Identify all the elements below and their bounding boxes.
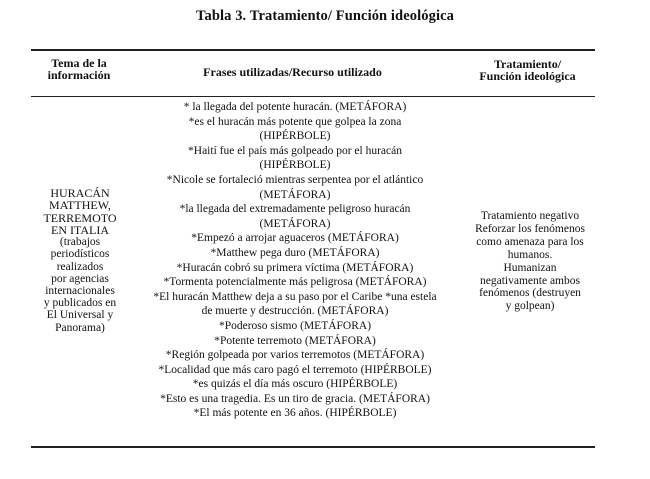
frase-line: *Poderoso sismo (METÁFORA) bbox=[218, 319, 372, 332]
tema-line: MATTHEW, bbox=[49, 198, 111, 213]
tema-detail-line: por agencias bbox=[51, 272, 109, 285]
frase-line: *Matthew pega duro (METÁFORA) bbox=[210, 246, 380, 259]
tema-line: EN ITALIA bbox=[50, 222, 110, 237]
frase-line: (METÁFORA) bbox=[259, 188, 331, 201]
frase-line: *Potente terremoto (METÁFORA) bbox=[214, 334, 376, 347]
header-frases: Frases utilizadas/Recurso utilizado bbox=[203, 65, 382, 79]
frase-line: *la llegada del extremadamente peligroso huracán bbox=[179, 203, 411, 216]
frase-line: *Haití fue el país más golpeado por el huracán bbox=[188, 144, 402, 157]
tratamiento-line: Tratamiento negativo bbox=[480, 210, 580, 222]
header-tema-line1: Tema de la bbox=[51, 56, 107, 70]
tema-detail-line: periodísticos bbox=[50, 248, 110, 261]
frase-line: (HIPÉRBOLE) bbox=[259, 130, 331, 143]
frase-line: *Región golpeada por varios terremotos (METÁFORA) bbox=[165, 349, 425, 362]
tema-line: HURACÁN bbox=[50, 186, 110, 200]
table-header-rule bbox=[31, 96, 595, 97]
tratamiento-line: Reforzar los fenómenos bbox=[475, 222, 585, 235]
tema-detail-line: (trabajos bbox=[59, 236, 101, 249]
frase-line: *El más potente en 36 años. (HIPÉRBOLE) bbox=[193, 407, 397, 420]
tema-detail-line: El Universal y bbox=[46, 309, 114, 322]
tratamiento-line: y golpean) bbox=[505, 300, 555, 313]
frase-line: *es el huracán más potente que golpea la zona bbox=[188, 115, 402, 128]
tratamiento-line: fenómenos (destruyen bbox=[479, 287, 581, 300]
tratamiento-line: humanos. bbox=[507, 248, 553, 261]
frases-cell bbox=[120, 100, 470, 421]
tratamiento-cell bbox=[455, 210, 605, 313]
tema-detail-line: y publicados en bbox=[43, 297, 117, 310]
frase-line: *Huracán cobró su primera víctima (METÁFORA) bbox=[176, 261, 414, 274]
tratamiento-line: negativamente ambos bbox=[480, 274, 580, 287]
frase-line: de muerte y destrucción. (METÁFORA) bbox=[201, 305, 389, 318]
tema-detail-line: internacionales bbox=[45, 285, 115, 297]
frase-line: (METÁFORA) bbox=[259, 217, 331, 230]
tratamiento-line: Humanizan bbox=[503, 261, 557, 274]
header-tratamiento-line2: Función ideológica bbox=[479, 69, 576, 83]
frase-line: *Tormenta potencialmente más peligrosa (METÁFORA) bbox=[163, 276, 427, 289]
frase-line: *Empezó a arrojar aguaceros (METÁFORA) bbox=[191, 232, 399, 245]
header-tema-line2: información bbox=[47, 68, 111, 82]
frase-line: *es quizás el día más oscuro (HIPÉRBOLE) bbox=[192, 378, 398, 391]
tema-detail-line: realizados bbox=[56, 260, 104, 273]
frase-line: *Nicole se fortaleció mientras serpentea por el atlántico bbox=[166, 173, 424, 186]
tema-cell bbox=[30, 187, 130, 334]
tema-line: TERREMOTO bbox=[43, 210, 117, 225]
frase-line: *El huracán Matthew deja a su paso por el Caribe *una estela bbox=[153, 290, 437, 303]
header-tema bbox=[33, 57, 125, 81]
table-top-rule bbox=[31, 49, 595, 51]
table-title: Tabla 3. Tratamiento/ Función ideológica bbox=[196, 8, 454, 24]
frase-line: (HIPÉRBOLE) bbox=[259, 159, 331, 172]
frase-line: * la llegada del potente huracán. (METÁFORA) bbox=[183, 101, 407, 113]
header-tratamiento-line1: Tratamiento/ bbox=[493, 57, 562, 71]
frase-line: *Esto es una tragedia. Es un tiro de gracia. (METÁFORA) bbox=[160, 392, 430, 405]
frase-line: *Localidad que más caro pagó el terremoto (HIPÉRBOLE) bbox=[158, 363, 432, 376]
tratamiento-line: como amenaza para los bbox=[476, 235, 584, 248]
table-bottom-rule bbox=[31, 446, 595, 448]
header-tratamiento bbox=[460, 58, 595, 82]
tema-detail-line: Panorama) bbox=[55, 321, 105, 334]
